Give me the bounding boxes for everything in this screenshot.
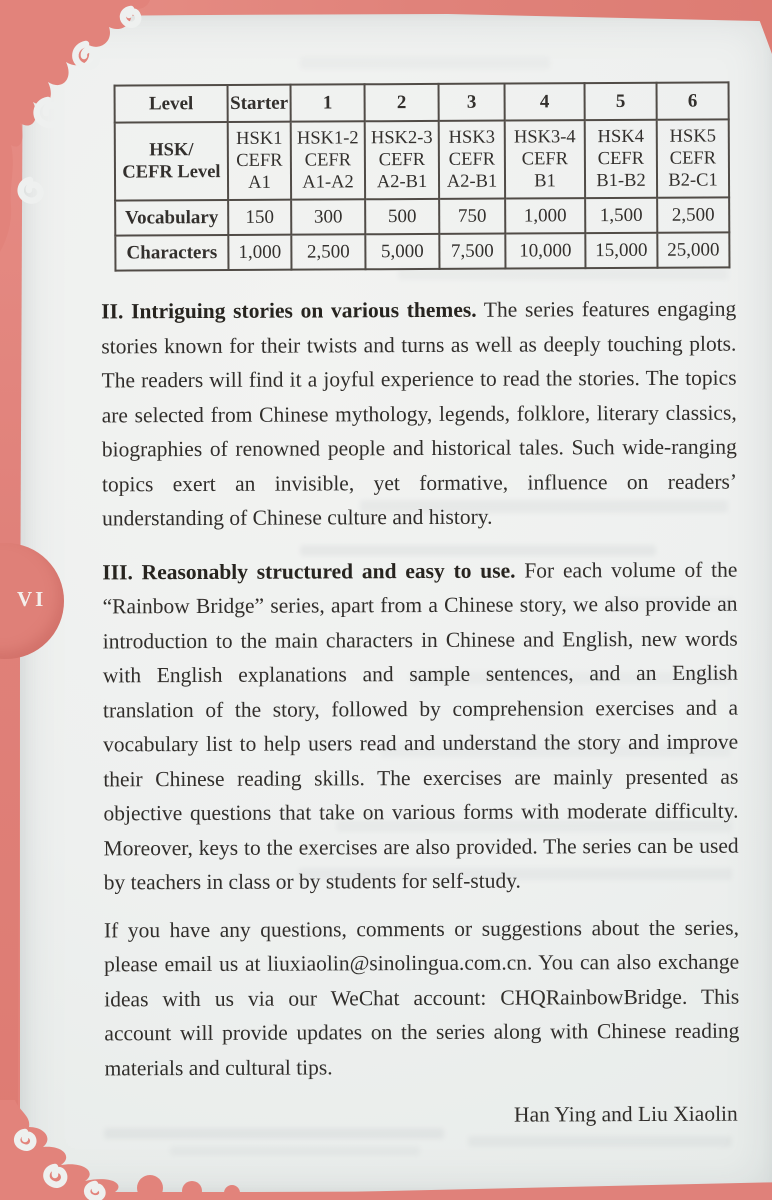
section-heading-ii: II. Intriguing stories on various themes. [101,297,477,324]
hsk-cefr-label-cell: HSK/ CEFR Level [115,122,228,201]
vocabulary-label-cell: Vocabulary [115,200,228,236]
table-cell: 500 [365,199,439,234]
table-cell: 7,500 [439,234,505,269]
table-cell: 10,000 [505,233,585,268]
section-body-ii: The series features engaging stories known for their twists and turns as well as deeply touching plots. The readers will find it a joyful experience to read the stories. The topics are selected from Chinese mythology, legends, folklore, literary classics, biographies of renowned people and historical tales. Such wide-ranging topics exert an invisible, yet formative, influence on readers’ understanding of Chinese culture and history. [101,296,738,531]
table-cell: HSK2-3 CEFR A2-B1 [365,121,439,199]
table-cell: 300 [291,199,365,234]
bleedthrough-artifact [300,57,550,69]
section-body-iii: For each volume of the “Rainbow Bridge” series, apart from a Chinese story, we also provide an introduction to the main characters in Chinese and English, new words with English explanations and sample sentences, and an English translation of the story, followed by comprehension exercises and a vocabulary list to help users read and understand the story and improve their Chinese reading skills. The exercises are mainly presented as objective questions that take on various forms with moderate difficulty. Moreover, keys to the exercises are also provided. The series can be used by teachers in class or by students for self-study. [102,557,739,895]
table-cell: 2 [365,84,439,121]
table-cell: HSK3-4 CEFR B1 [505,120,585,198]
closing-paragraph: If you have any questions, comments or suggestions about the series, please email us at liuxiaolin@sinolingua.com.cn. You can also exchange ideas with us via our WeChat account: CHQRainbowBridge. This account will provide updates on the series along with Chinese reading materials and cultural tips. [103,915,740,1080]
table-cell: 2,500 [657,197,729,232]
page-number: VI [17,587,47,611]
table-cell: 3 [439,84,505,121]
table-cell: 5 [585,83,657,120]
table-cell: 4 [505,83,585,120]
table-cell: 750 [439,199,505,234]
table-cell: 25,000 [657,232,729,267]
table-cell: HSK1-2 CEFR A1-A2 [291,121,365,199]
table-cell: 5,000 [365,234,439,269]
table-cell: 2,500 [291,234,365,269]
table-cell: 1,000 [505,198,585,233]
level-header-cell: Level [115,85,228,123]
table-row [115,119,729,200]
table-cell: 6 [657,82,729,119]
cloud-ornament-top-left-icon [0,0,165,255]
table-cell: HSK3 CEFR A2-B1 [439,121,505,199]
table-cell: HSK1 CEFR A1 [228,122,291,200]
table-cell: 15,000 [585,233,657,268]
section-paragraph-iii [102,552,738,900]
page-body-text [101,292,740,1134]
table-cell: 150 [228,200,291,235]
table-cell: Starter [228,85,291,122]
table-cell: HSK5 CEFR B2-C1 [657,119,729,197]
table-cell: 1,500 [585,198,657,233]
hsk-cefr-table [114,81,731,271]
cloud-ornament-bottom-left-icon [0,1100,340,1200]
bleedthrough-artifact [468,1136,732,1147]
table-row [115,232,729,270]
characters-label-cell: Characters [115,235,228,271]
table-cell: 1,000 [228,235,291,270]
table-row [115,197,729,235]
table-cell: 1 [291,84,365,121]
section-paragraph-ii [101,292,737,536]
section-heading-iii: III. Reasonably structured and easy to use. [102,558,516,584]
table-cell: HSK4 CEFR B1-B2 [585,120,657,198]
authors-signature: Han Ying and Liu Xiaolin [513,1101,738,1127]
table-row [115,82,729,122]
